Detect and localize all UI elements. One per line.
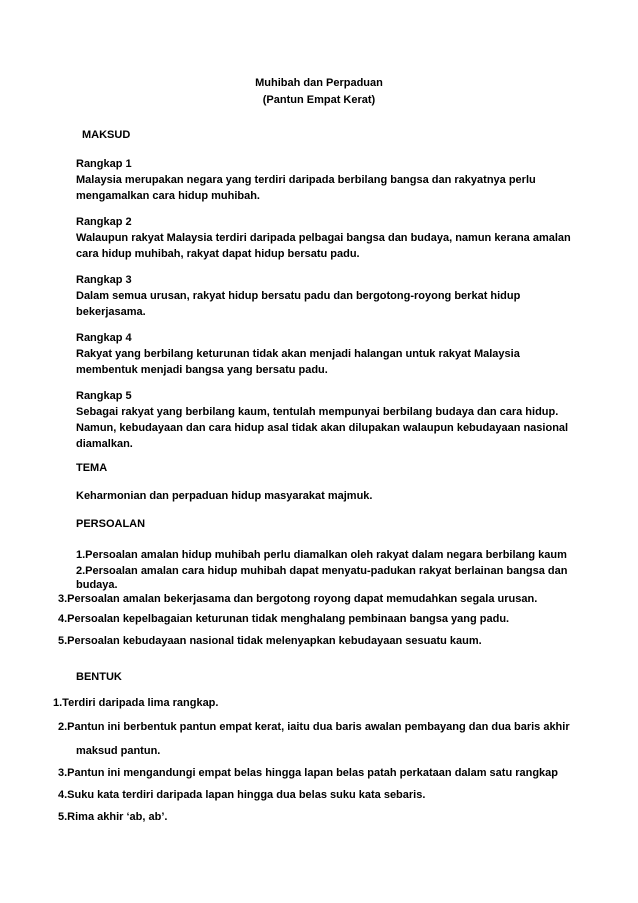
persoalan-item: 4.Persoalan kepelbagaian keturunan tidak menghalang pembinaan bangsa yang padu. — [58, 613, 510, 625]
maksud-heading: MAKSUD — [82, 129, 131, 141]
bentuk-heading: BENTUK — [76, 671, 122, 683]
tema-text: Keharmonian dan perpaduan hidup masyarakat majmuk. — [76, 490, 373, 502]
stanza-line: cara hidup muhibah, rakyat dapat hidup bersatu padu. — [76, 248, 360, 260]
persoalan-heading: PERSOALAN — [76, 518, 146, 530]
stanza-line: diamalkan. — [76, 438, 133, 450]
persoalan-item: budaya. — [76, 579, 118, 591]
stanza-line: mengamalkan cara hidup muhibah. — [76, 190, 260, 202]
tema-heading: TEMA — [76, 462, 108, 474]
stanza-label: Rangkap 3 — [76, 274, 132, 286]
persoalan-item: 2.Persoalan amalan cara hidup muhibah dapat menyatu-padukan rakyat berlainan bangsa dan — [76, 565, 568, 577]
stanza-label: Rangkap 4 — [76, 332, 132, 344]
stanza-line: Dalam semua urusan, rakyat hidup bersatu padu dan bergotong-royong berkat hidup — [76, 290, 521, 302]
bentuk-item: 4.Suku kata terdiri daripada lapan hingga dua belas suku kata sebaris. — [58, 789, 426, 801]
stanza-line: Namun, kebudayaan dan cara hidup asal tidak akan dilupakan walaupun kebudayaan nasional — [76, 422, 569, 434]
bentuk-item: maksud pantun. — [76, 745, 161, 757]
stanza-line: Walaupun rakyat Malaysia terdiri daripada pelbagai bangsa dan budaya, namun kerana amalan — [76, 232, 571, 244]
document-subtitle: (Pantun Empat Kerat) — [262, 94, 376, 106]
bentuk-item: 5.Rima akhir ‘ab, ab’. — [58, 811, 168, 823]
persoalan-item: 3.Persoalan amalan bekerjasama dan bergotong royong dapat memudahkan segala urusan. — [58, 593, 538, 605]
persoalan-item: 1.Persoalan amalan hidup muhibah perlu diamalkan oleh rakyat dalam negara berbilang kaum — [76, 549, 567, 561]
stanza-label: Rangkap 1 — [76, 158, 132, 170]
stanza-line: membentuk menjadi bangsa yang bersatu padu. — [76, 364, 328, 376]
bentuk-item: 3.Pantun ini mengandungi empat belas hingga lapan belas patah perkataan dalam satu rangkap — [58, 767, 559, 779]
stanza-label: Rangkap 2 — [76, 216, 132, 228]
stanza-line: Sebagai rakyat yang berbilang kaum, tentulah mempunyai berbilang budaya dan cara hidup. — [76, 406, 559, 418]
stanza-line: bekerjasama. — [76, 306, 146, 318]
persoalan-item: 5.Persoalan kebudayaan nasional tidak melenyapkan kebudayaan sesuatu kaum. — [58, 635, 482, 647]
document-title: Muhibah dan Perpaduan — [255, 77, 383, 89]
stanza-line: Rakyat yang berbilang keturunan tidak akan menjadi halangan untuk rakyat Malaysia — [76, 348, 520, 360]
stanza-line: Malaysia merupakan negara yang terdiri daripada berbilang bangsa dan rakyatnya perlu — [76, 174, 536, 186]
stanza-label: Rangkap 5 — [76, 390, 132, 402]
bentuk-item: 1.Terdiri daripada lima rangkap. — [53, 697, 219, 709]
bentuk-item: 2.Pantun ini berbentuk pantun empat kerat, iaitu dua baris awalan pembayang dan dua baris akhir — [58, 721, 570, 733]
